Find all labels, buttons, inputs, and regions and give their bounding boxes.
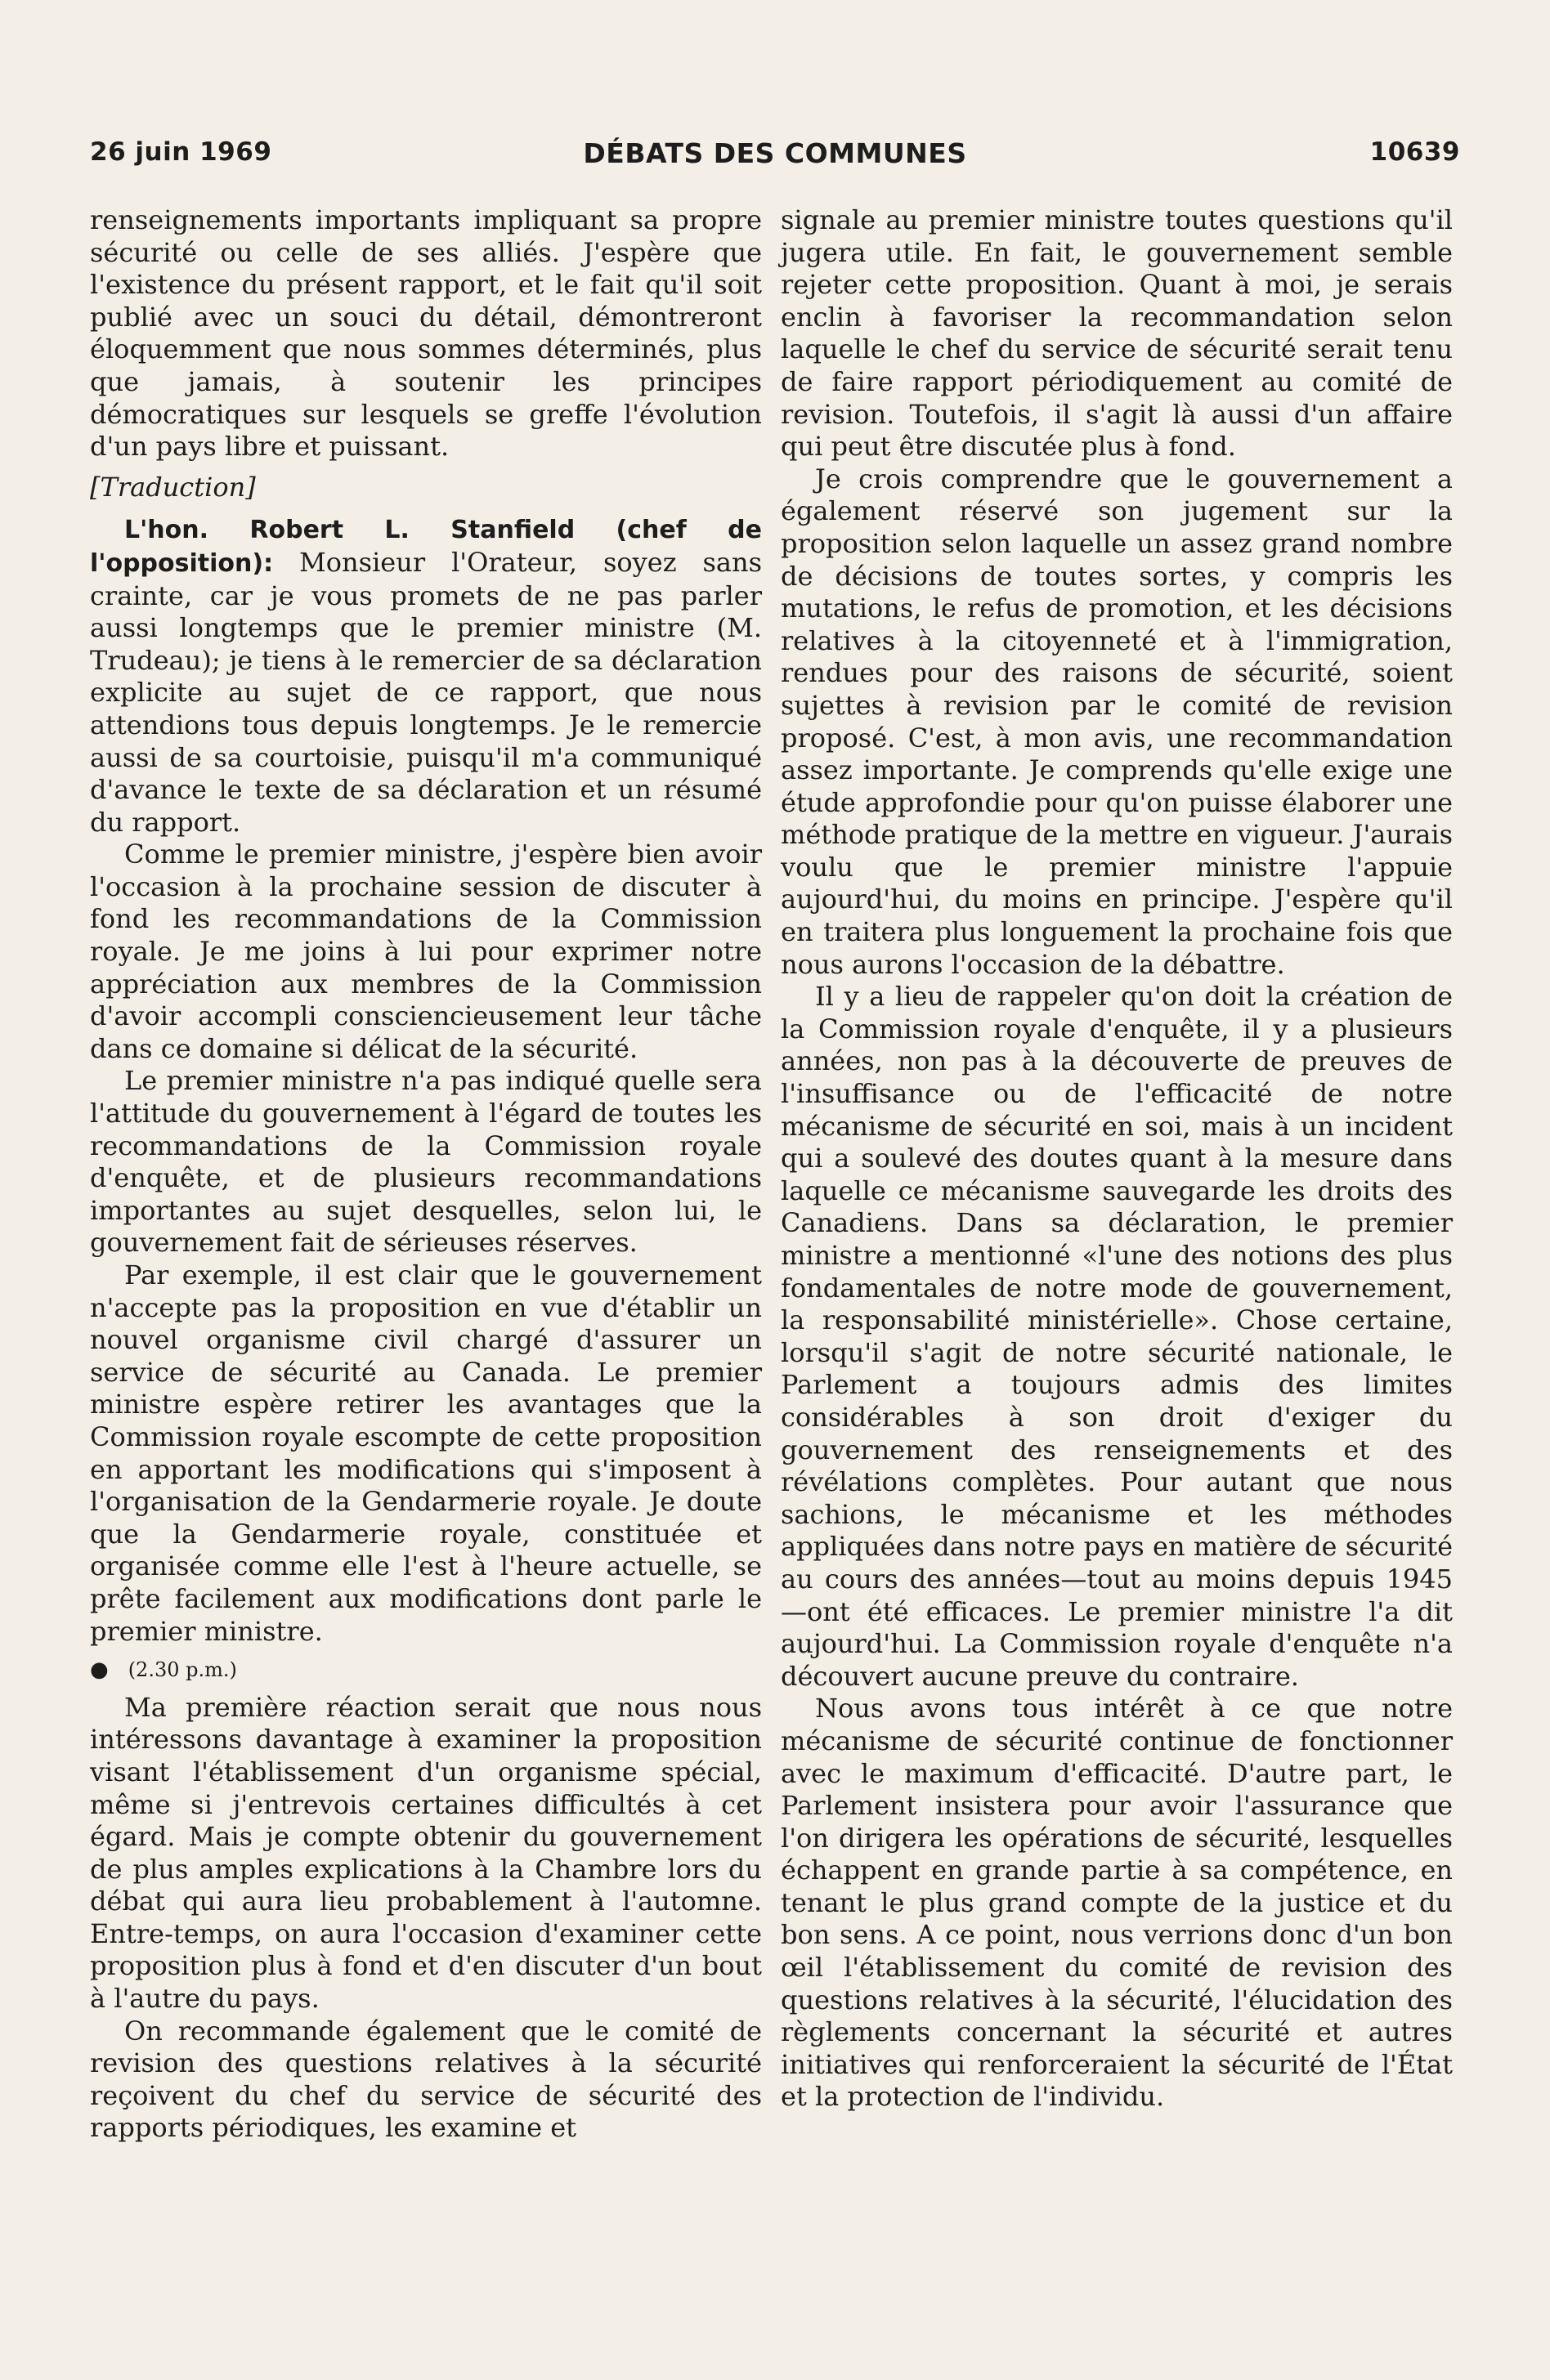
paragraph: signale au premier ministre toutes questions qu'il jugera utile. En fait, le gouvernement semble rejeter cette proposition. Quant à moi, je serais enclin à favoriser la recommandation selon laquelle le chef du service de sécurité serait tenu de faire rapport périodiquement au comité de revision. Toutefois, il s'agit là aussi d'un affaire qui peut être discutée plus à fond. — [781, 204, 1453, 463]
time-stamp: (2.30 p.m.) — [128, 1658, 237, 1682]
paragraph-text: Monsieur l'Orateur, soyez sans crainte, car je vous promets de ne pas parler aussi longtemps que le premier ministre (M. Trudeau); je tiens à le remercier de sa déclaration explicite au sujet de ce rapport, que nous attendions tous depuis longtemps. Je le remercie aussi de sa courtoisie, puisqu'il m'a communiqué d'avance le texte de sa déclaration et un résumé du rapport. — [90, 546, 762, 838]
paragraph: Le premier ministre n'a pas indiqué quelle sera l'attitude du gouvernement à l'égard de toutes les recommandations de la Commission royale d'enquête, et de plusieurs recommandations importantes au sujet desquelles, selon lui, le gouvernement fait de sérieuses réserves. — [90, 1065, 762, 1259]
speaker-name: L'hon. Robert L. Stanfield (chef de l'opposition): — [90, 516, 762, 578]
left-column — [90, 204, 762, 2145]
paragraph: Comme le premier ministre, j'espère bien avoir l'occasion à la prochaine session de discuter à fond les recommandations de la Commission royale. Je me joins à lui pour exprimer notre appréciation aux membres de la Commission d'avoir accompli consciencieusement leur tâche dans ce domaine si délicat de la sécurité. — [90, 839, 762, 1064]
paragraph: Je crois comprendre que le gouvernement a également réservé son jugement sur la proposition selon laquelle un assez grand nombre de décisions de toutes sortes, y compris les mutations, le refus de promotion, et les décisions relatives à la citoyenneté et à l'immigration, rendues pour des raisons de sécurité, soient sujettes à revision par le comité de revision proposé. C'est, à mon avis, une recommandation assez importante. Je comprends qu'elle exige une étude approfondie pour qu'on puisse élaborer une méthode pratique de la mettre en vigueur. J'aurais voulu que le premier ministre l'appuie aujourd'hui, du moins en principe. J'espère qu'il en traitera plus longuement la prochaine fois que nous aurons l'occasion de la débattre. — [781, 463, 1453, 980]
paragraph: Il y a lieu de rappeler qu'on doit la création de la Commission royale d'enquête, il y a plusieurs années, non pas à la découverte de preuves de l'insuffisance ou de l'efficacité de notre mécanisme de sécurité en soi, mais à un incident qui a soulevé des doutes quant à la mesure dans laquelle ce mécanisme sauvegarde les droits des Canadiens. Dans sa déclaration, le premier ministre a mentionné «l'une des notions des plus fondamentales de notre mode de gouvernement, la responsabilité ministérielle». Chose certaine, lorsqu'il s'agit de notre sécurité nationale, le Parlement a toujours admis des limites considérables à son droit d'exiger du gouvernement des renseignements et des révélations complètes. Pour autant que nous sachions, le mécanisme et les méthodes appliquées dans notre pays en matière de sécurité au cours des années—tout au moins depuis 1945—ont été efficaces. Le premier ministre l'a dit aujourd'hui. La Commission royale d'enquête n'a découvert aucune preuve du contraire. — [781, 981, 1453, 1692]
paragraph: renseignements importants impliquant sa propre sécurité ou celle de ses alliés. J'espère que l'existence du présent rapport, et le fait qu'il soit publié avec un souci du détail, démontreront éloquemment que nous sommes déterminés, plus que jamais, à soutenir les principes démocratiques sur lesquels se greffe l'évolution d'un pays libre et puissant. — [90, 204, 762, 463]
paragraph: Par exemple, il est clair que le gouvernement n'accepte pas la proposition en vue d'établir un nouvel organisme civil chargé d'assurer un service de sécurité au Canada. Le premier ministre espère retirer les avantages que la Commission royale escompte de cette proposition en apportant les modifications qui s'imposent à l'organisation de la Gendarmerie royale. Je doute que la Gendarmerie royale, constituée et organisée comme elle l'est à l'heure actuelle, se prête facilement aux modifications dont parle le premier ministre. — [90, 1259, 762, 1647]
bullet-icon: ● — [90, 1658, 109, 1683]
speaker-paragraph — [90, 513, 762, 839]
page-number: 10639 — [1369, 137, 1460, 167]
paragraph: Ma première réaction serait que nous nous intéressons davantage à examiner la proposition visant l'établissement d'un organisme spécial, même si j'entrevois certaines difficultés à cet égard. Mais je compte obtenir du gouvernement de plus amples explications à la Chambre lors du débat qui aura lieu probablement à l'automne. Entre-temps, on aura l'occasion d'examiner cette proposition plus à fond et d'en discuter d'un bout à l'autre du pays. — [90, 1691, 762, 2015]
page-header — [90, 137, 1460, 178]
header-date: 26 juin 1969 — [90, 137, 272, 167]
right-column — [781, 204, 1453, 2114]
time-marker — [90, 1654, 762, 1687]
header-title: DÉBATS DES COMMUNES — [583, 137, 967, 169]
paragraph: Nous avons tous intérêt à ce que notre mécanisme de sécurité continue de fonctionner avec le maximum d'efficacité. D'autre part, le Parlement insistera pour avoir l'assurance que l'on dirigera les opérations de sécurité, lesquelles échappent en grande partie à sa compétence, en tenant le plus grand compte de la justice et du bon sens. A ce point, nous verrions donc d'un bon œil l'établissement du comité de revision des questions relatives à la sécurité, l'élucidation des règlements concernant la sécurité et autres initiatives qui renforceraient la sécurité de l'État et la protection de l'individu. — [781, 1693, 1453, 2113]
paragraph: On recommande également que le comité de revision des questions relatives à la sécurité reçoivent du chef du service de sécurité des rapports périodiques, les examine et — [90, 2015, 762, 2144]
traduction-label: [Traduction] — [90, 471, 256, 503]
